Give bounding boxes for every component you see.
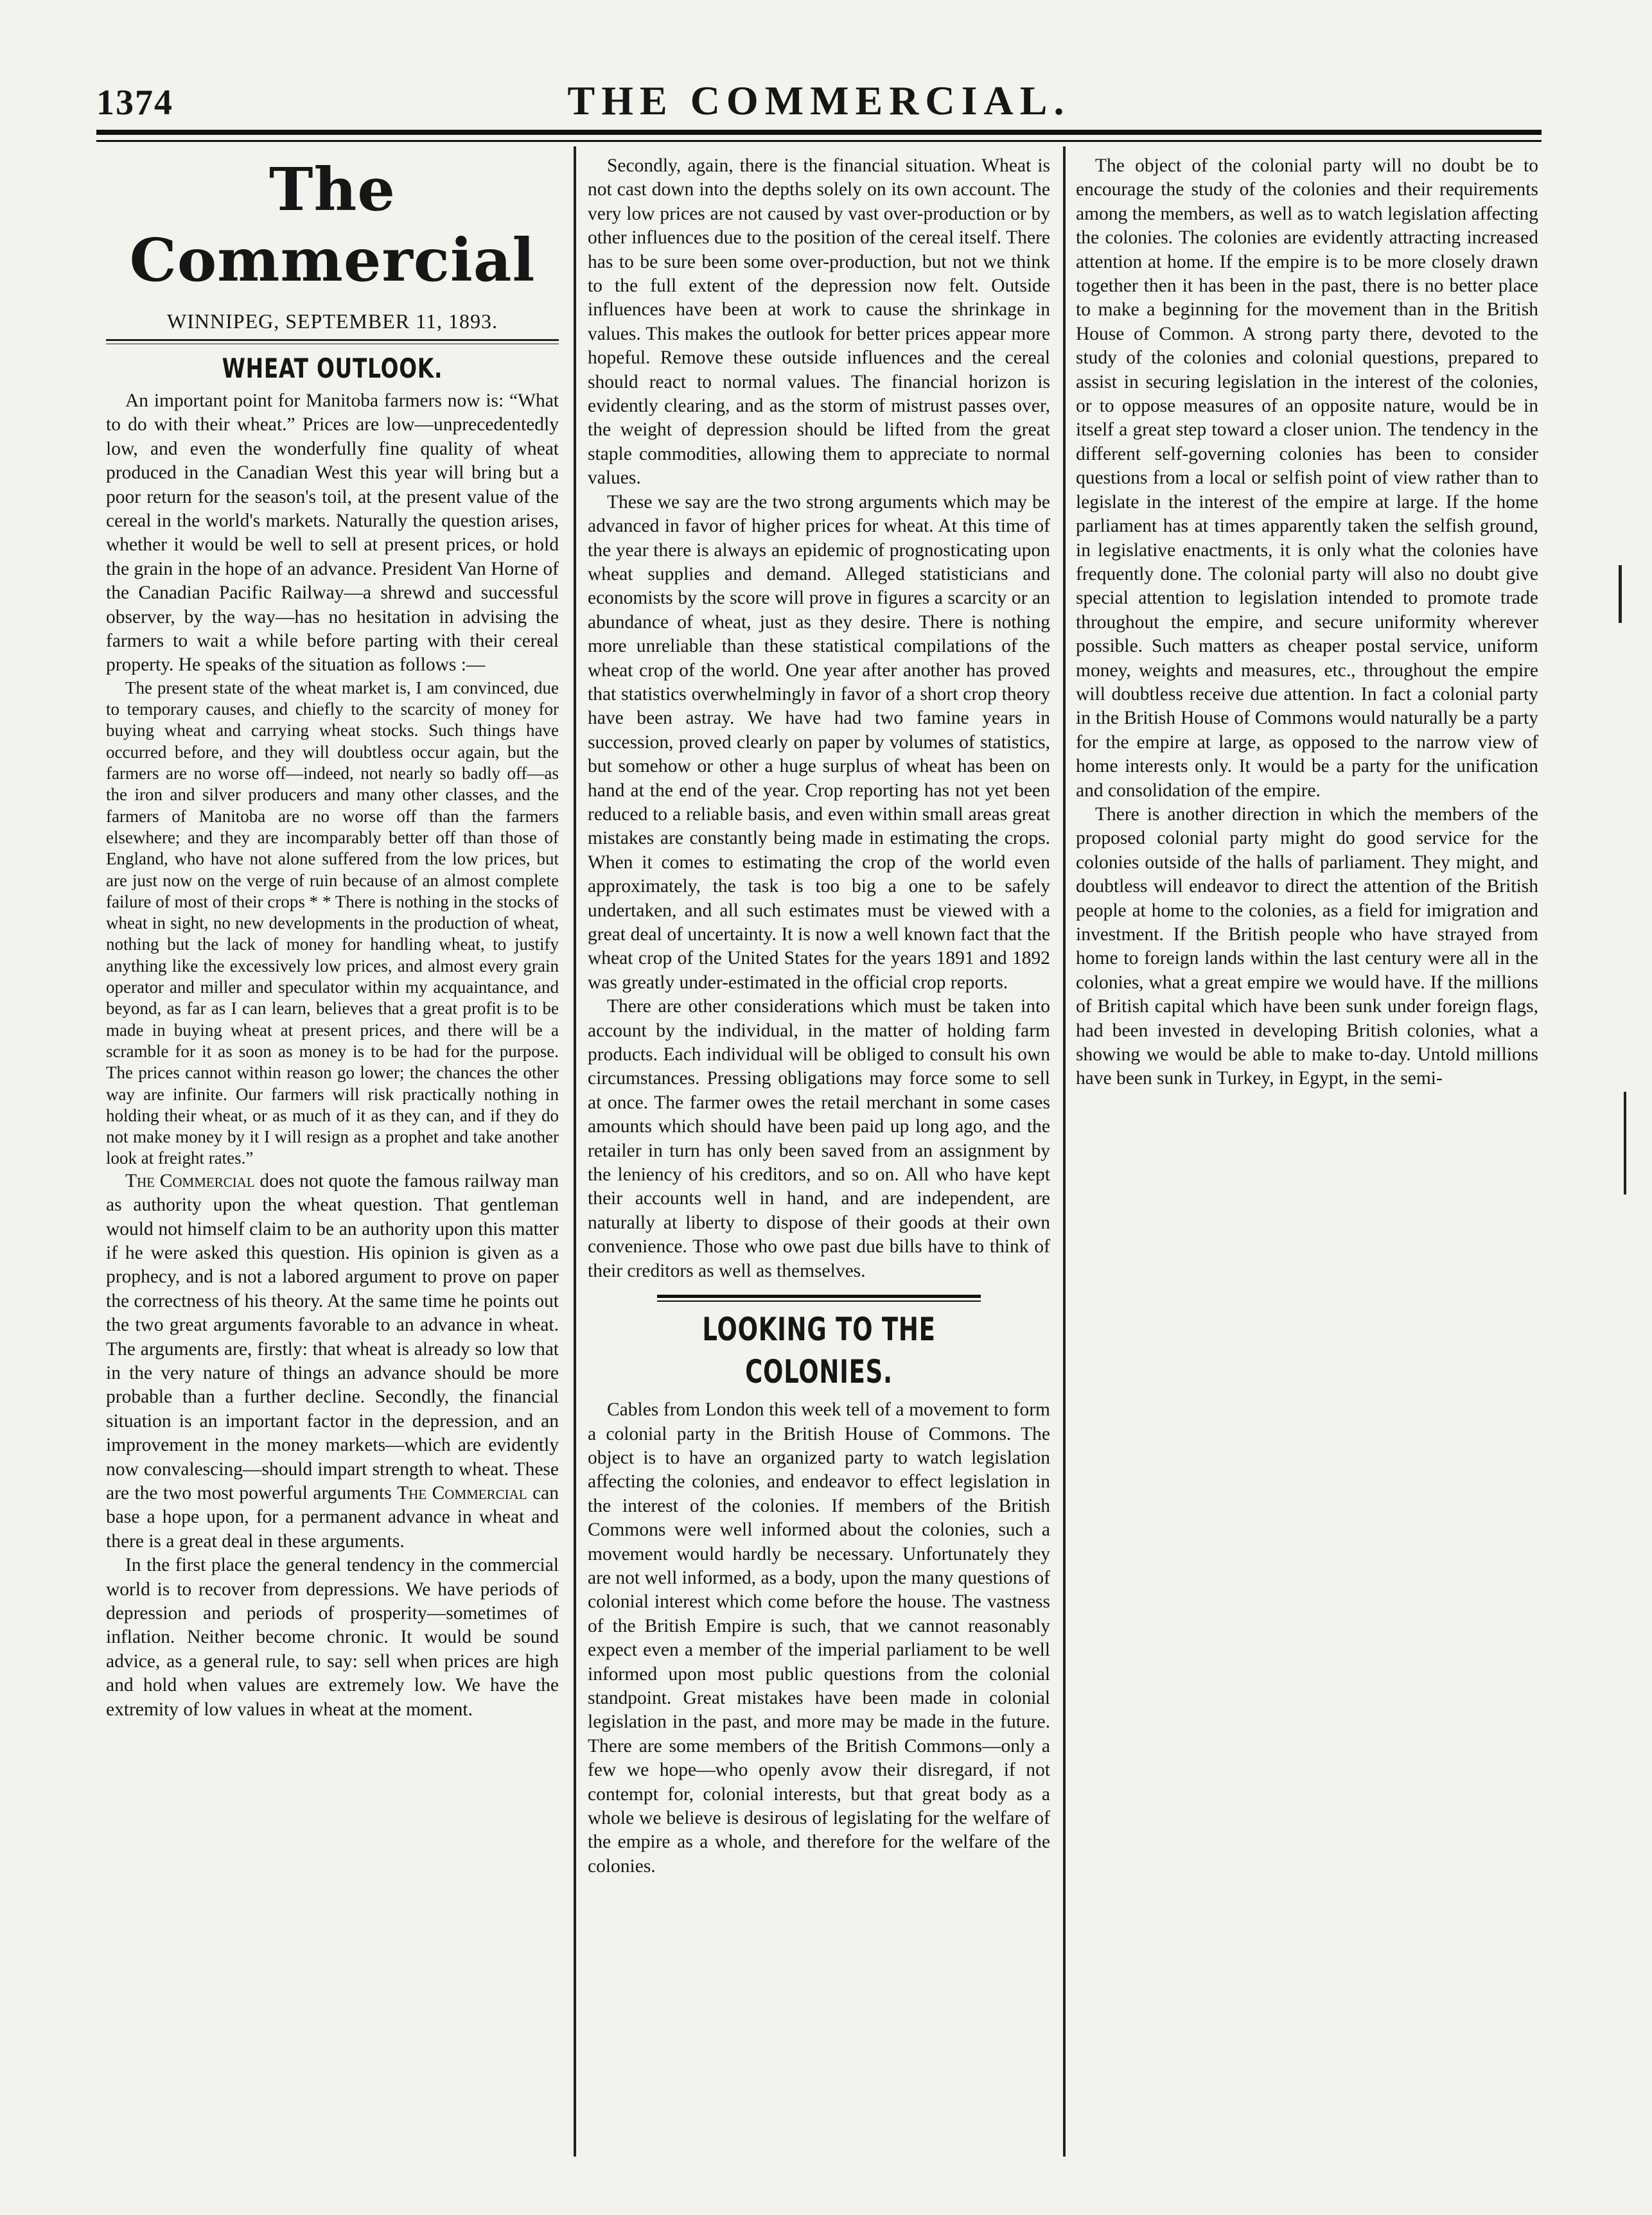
header-rule-thick <box>96 130 1542 135</box>
colonies-paragraph-2: The object of the colonial party will no doubt be to encourage the study of the colonies and their requirements among the members, as well as to watch legislation affecting the colonies. The colonies are evidently attracting increased attention at home. If the empire is to be more closely drawn together then it has been in the past, there is no better place to make a beginning for the movement than in the British House of Common. A strong party there, devoted to the study of the colonies and colonial questions, prepared to assist in securing legislation in the interest of the colonies, or to oppose measures of an opposite nature, would be in itself a great step toward a closer union. The tendency in the different self-governing colonies has been to consider questions from a local or selfish point of view rather than to legislate in the interest of the empire at large. If the home parliament has at times apparently taken the selfish ground, in legislative enactments, it is only what the colonies have frequently done. The colonial party will also no doubt give special attention to legislation intended to promote trade throughout the empire, and secure uniformity wherever possible. Such matters as cheaper postal service, uniform money, weights and measures, etc., throughout the empire will doubtless receive due attention. In fact a colonial party in the British House of Commons would naturally be a party for the empire at large, as opposed to the narrow view of home interests only. It would be a party for the unification and consolidation of the empire. <box>1076 155 1538 801</box>
colonies-paragraph-3: There is another direction in which the members of the proposed colonial party might do good service for the colonies outside of the halls of parliament. They might, and doubtless will endeavor to direct the attention of the British people at home to the colonies, as a field for imigration and investment. If the British people who have strayed from home to foreign lands within the last century were all in the colonies, what a great empire we would have. If the millions of British capital which have been sunk under foreign flags, had been invested in developing British colonies, what a showing we would be able to make to-day. Untold millions have been sunk in Turkey, in Egypt, in the semi- <box>1076 803 1538 1089</box>
wheat-paragraph-2 <box>106 1169 559 1554</box>
wheat-paragraph-5: These we say are the two strong arguments which may be advanced in favor of higher prices for wheat. At this time of the year there is always an epidemic of prognosticating upon wheat supplies and demand. Alleged statisticians and economists by the score will prove in figures a scarcity or an abundance of wheat, just as they desire. There is nothing more unreliable than these statistical compilations of the wheat crop of the world. One year after another has proved that statistics overwhelmingly in favor of a short crop theory have been astray. We have had two famine years in succession, proved clearly on paper by volumes of statistics, but somehow or other a huge surplus of wheat has been on hand at the end of the year. Crop reporting has not yet been reduced to a reliable basis, and even within small areas great mistakes are constantly being made in estimating the crops. When it comes to estimating the crop of the world even approximately, the task is too big a one to be safely undertaken, and all such estimates must be viewed with a great deal of uncertainty. It is now a well known fact that the wheat crop of the United States for the years 1891 and 1892 was greatly under-estimated in the official crop reports. <box>588 491 1050 993</box>
running-title: THE COMMERCIAL. <box>567 78 1071 123</box>
column-2 <box>588 154 1050 1878</box>
column-1 <box>106 154 559 1722</box>
van-horne-quote: The present state of the wheat market is, I am convinced, due to temporary causes, and chiefly to the scarcity of money for buying wheat and carrying wheat stocks. Such things have occurred before, and they will doubtless occur again, but the farmers are no worse off—indeed, not nearly so badly off—as the iron and silver producers and many other classes, and the farmers of Manitoba are no worse off than the farmers elsewhere; and they are incomparably better off than those of England, who have not alone suffered from the low prices, but are just now on the verge of ruin because of an almost complete failure of most of their crops * * There is nothing in the stocks of wheat in sight, no new developments in the production of wheat, nothing but the lack of money for handling wheat, to justify anything like the excessively low prices, and almost every grain operator and miller and speculator within my acquaintance, and beyond, as far as I can learn, believes that a great profit is to be made in buying wheat at present prices, and there will be a scramble for it as soon as money is to be had for the purpose. The prices cannot within reason go lower; the chances the other way are infinite. Our farmers will risk practically nothing in holding their wheat, or as much of it as they can, and if they do not make money by it I will resign as a prophet and take another look at freight rates.” <box>106 678 559 1168</box>
wheat-paragraph-1: An important point for Manitoba farmers now is: “What to do with their wheat.” Prices are low—unprecedentedly low, and even the wonderfully fine quality of wheat produced in the Canadian West this year will bring but a poor return for the season's toil, at the present value of the cereal in the world's markets. Naturally the question arises, whether it would be well to sell at present prices, or hold the grain in the hope of an advance. President Van Horne of the Canadian Pacific Railway—a shrewd and successful observer, by the way—has no hesitation in advising the farmers to wait a while before parting with their cereal property. He speaks of the situation as follows :— <box>106 390 559 676</box>
colonies-paragraph-1: Cables from London this week tell of a movement to form a colonial party in the British House of Commons. The object is to have an organized party to watch legislation affecting the colonies, and endeavor to effect legislation in the interest of the colonies. If members of the British Commons were well informed about the colonies, such a movement would hardly be necessary. Unfortunately they are not well informed, as a body, upon the many questions of colonial interest which come before the house. The vastness of the British Empire is such, that we cannot reasonably expect even a member of the imperial parliament to be well informed upon most public questions from the colonial standpoint. Great mistakes have been made in colonial legislation in the past, and more may be made in the future. There are some members of the British Commons—only a few we hope—who openly avow their disregard, if not contempt for, colonial interests, but that great body as a whole we believe is desirous of legislating for the welfare of the empire as a whole, and therefore for the welfare of the colonies. <box>588 1399 1050 1877</box>
margin-mark <box>1619 565 1622 623</box>
page-header <box>96 77 1542 135</box>
wheat-paragraph-4: Secondly, again, there is the financial situation. Wheat is not cast down into the depths solely on its own account. The very low prices are not caused by vast over-production or by other influences due to the position of the cereal itself. There has to be sure been some over-production, but not we think to the full extent of the depression now felt. Outside influences have been at work to cause the shrinkage in values. This makes the outlook for better prices appear more hopeful. Remove these outside influences and the cereal should react to normal values. The financial horizon is evidently clearing, and as the storm of mistrust passes over, the weight of depression should be lifted from the great staple commodities, allowing them to appreciate to normal values. <box>588 155 1050 489</box>
wheat-paragraph-2-tail: can base a hope upon, for a permanent advance in wheat and there is a great deal in these arguments. <box>106 1482 559 1552</box>
wheat-paragraph-3: In the first place the general tendency in the commercial world is to recover from depressions. We have periods of depression and periods of prosperity—sometimes of inflation. Neither become chronic. It would be sound advice, as a general rule, to say: sell when prices are high and hold when values are extremely low. We have the extremity of low values in wheat at the moment. <box>106 1555 559 1720</box>
wheat-paragraph-2-text: does not quote the famous railway man as authority upon the wheat question. That gentleman would not himself claim to be an authority upon this matter if he were asked this question. His opinion is given as a prophecy, and is not a labored argument to prove on paper the correctness of his theory. At the same time he points out the two great arguments favorable to an advance in wheat. The arguments are, firstly: that wheat is already so low that in the very nature of things an advance should be more probable than a further decline. Secondly, the financial situation is an important factor in the depression, and an improvement in the money markets—which are evidently now convalescing—should impart strength to wheat. These are the two most powerful arguments <box>106 1170 559 1503</box>
headline-wheat-outlook: WHEAT OUTLOOK. <box>222 353 443 384</box>
column-rule-1 <box>574 146 576 2157</box>
column-3 <box>1076 154 1538 1091</box>
commercial-name-2: The Commercial <box>397 1482 527 1503</box>
dateline: WINNIPEG, SEPTEMBER 11, 1893. <box>167 310 498 333</box>
page-number: 1374 <box>96 83 173 123</box>
dateline-rule <box>106 339 559 341</box>
section-rule-thick <box>657 1295 981 1298</box>
headline-looking-to-colonies: LOOKING TO THE COLONIES. <box>702 1311 936 1391</box>
masthead-title: The Commercial <box>129 155 536 295</box>
commercial-name: The Commercial <box>125 1170 255 1191</box>
section-rule-thin <box>657 1300 981 1302</box>
wheat-paragraph-6: There are other considerations which must be taken into account by the individual, in the matter of holding farm products. Each individual will be obliged to consult his own circumstances. Pressing obligations may force some to sell at once. The farmer owes the retail merchant in some cases amounts which should have been paid up long ago, and the retailer in turn has only been saved from an assignment by the leniency of his creditors, and so on. All who have kept their accounts well in hand, and are independent, are naturally at liberty to dispose of their goods at their own convenience. Those who owe past due bills have to think of their creditors as well as themselves. <box>588 996 1050 1281</box>
margin-mark-2 <box>1624 1092 1626 1195</box>
column-rule-2 <box>1063 146 1066 2157</box>
header-rule-thin <box>96 140 1542 142</box>
